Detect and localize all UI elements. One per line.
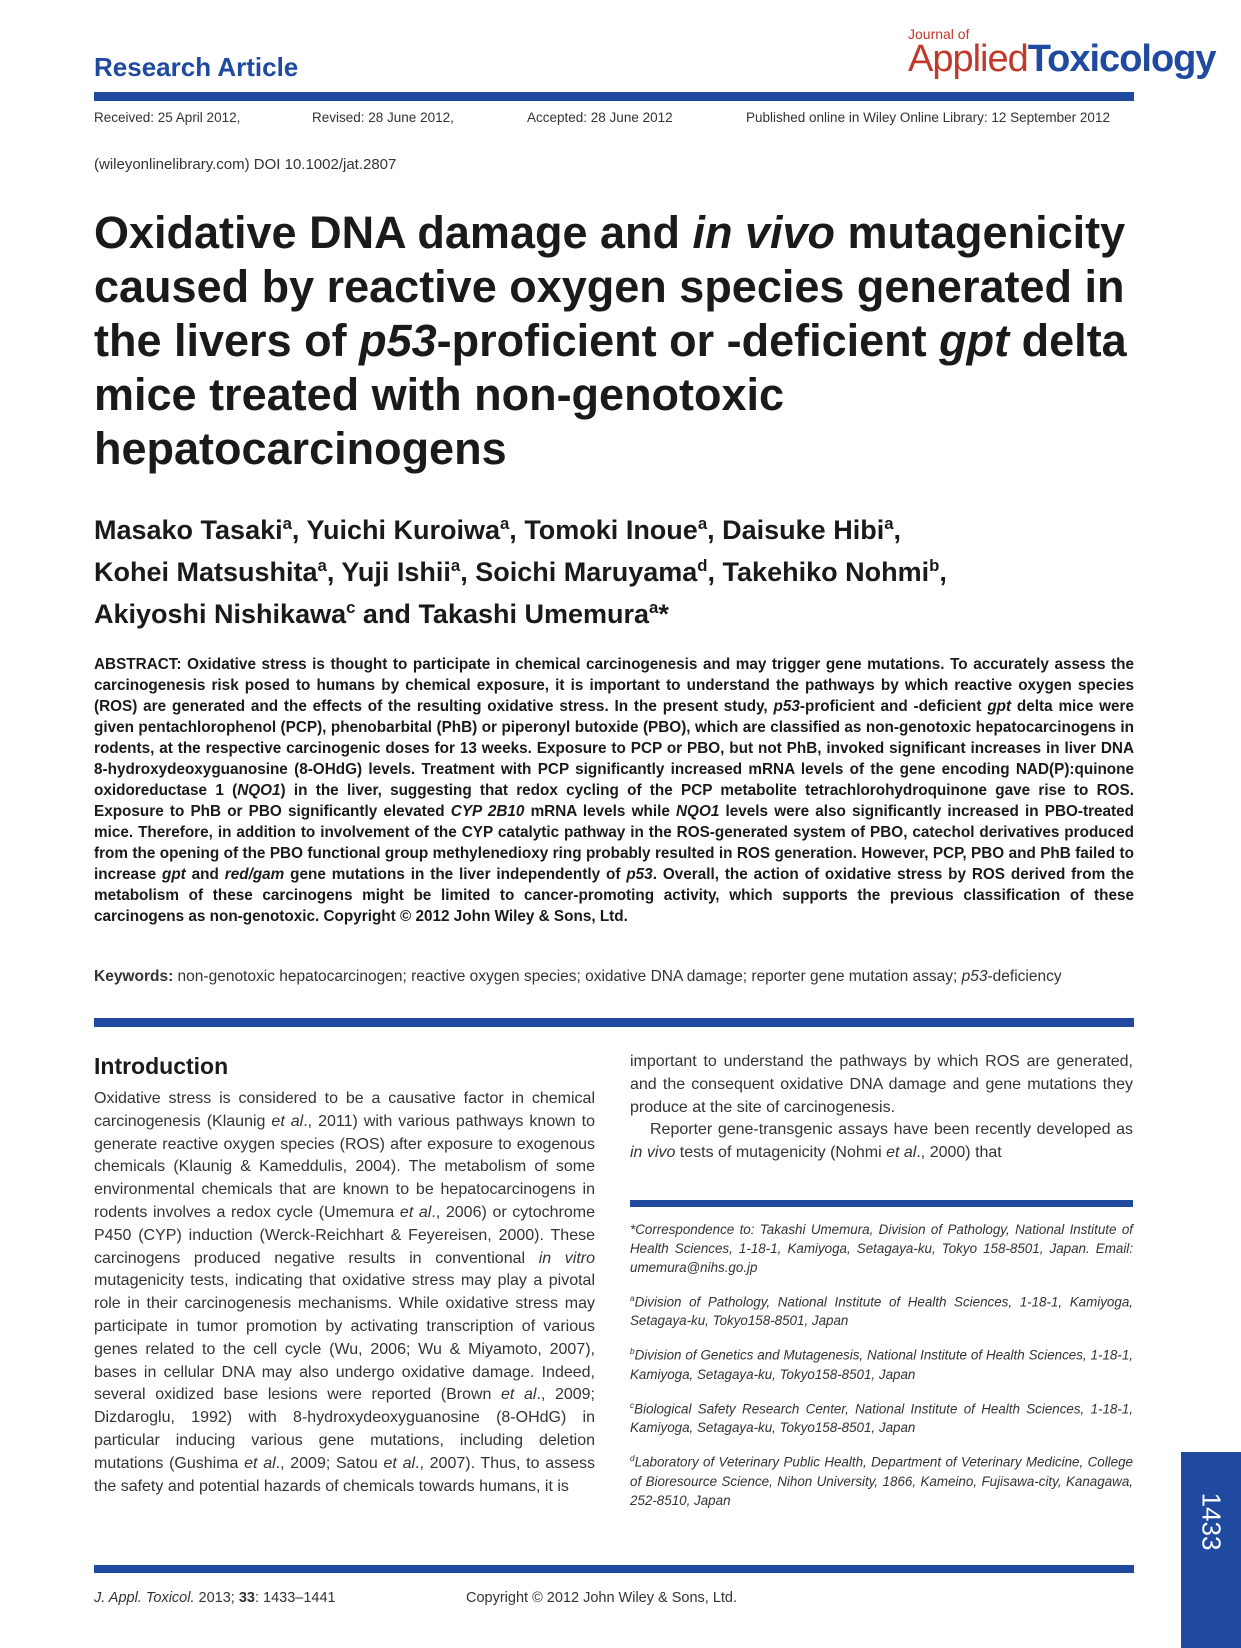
footnotes <box>630 1220 1133 1522</box>
journal-logo <box>908 40 1216 78</box>
author-name: Yuji Ishii <box>341 557 451 587</box>
page-number: 1433 <box>1196 1492 1227 1551</box>
affiliation-mark: c <box>630 1399 635 1410</box>
logo-part-applied: Applied <box>908 38 1028 80</box>
received-date: Received: 25 April 2012, <box>94 110 241 125</box>
author-name: Tomoki Inoue <box>524 515 698 545</box>
footer-copyright: Copyright © 2012 John Wiley & Sons, Ltd. <box>466 1590 738 1606</box>
correspondence-note: *Correspondence to: Takashi Umemura, Division of Pathology, National Institute of Health Sciences, 1-18-1, Kamiyoga, Setagaya-ku, Tokyo 158-8501, Japan. Email: umemura@nihs.go.jp <box>630 1222 1133 1275</box>
author-name: Kohei Matsushita <box>94 557 318 587</box>
affiliation-text: Division of Pathology, National Institute of Health Sciences, 1-18-1, Kamiyoga, Setagaya-ku, Tokyo158-8501, Japan <box>630 1294 1133 1329</box>
revised-date: Revised: 28 June 2012, <box>312 110 454 125</box>
affiliation-mark: d <box>630 1453 635 1464</box>
footnote-divider <box>630 1200 1133 1207</box>
author-name: Yuichi Kuroiwa <box>306 515 500 545</box>
author-list <box>94 506 1134 632</box>
author-affiliation-mark: a <box>317 556 327 575</box>
author-name: Takehiko Nohmi <box>722 557 930 587</box>
abstract-divider <box>94 1018 1134 1027</box>
section-heading-introduction: Introduction <box>94 1053 229 1079</box>
author-separator: , <box>707 515 723 545</box>
abstract: ABSTRACT: Oxidative stress is thought to participate in chemical carcinogenesis and may trigger gene mutations. To accurately assess the carcinogenesis risk posed to humans by chemical exposure, it is important to understand the pathways by which reactive oxygen species (ROS) are generated and the effects of the resulting oxidative stress. In the present study, p53-proficient and -deficient gpt delta mice were given pentachlorophenol (PCP), phenobarbital (PhB) or piperonyl butoxide (PBO), which are classified as non-genotoxic hepatocarcinogens in rodents, at the respective carcinogenic doses for 13 weeks. Exposure to PCP or PBO, but not PhB, invoked significant increases in liver DNA 8-hydroxydeoxyguanosine (8-OHdG) levels. Treatment with PCP significantly increased mRNA levels of the gene encoding NAD(P):quinone oxidoreductase 1 (NQO1) in the liver, suggesting that redox cycling of the PCP metabolite tetrachlorohydroquinone gave rise to ROS. Exposure to PhB or PBO significantly elevated CYP 2B10 mRNA levels while NQO1 levels were also significantly increased in PBO-treated mice. Therefore, in addition to involvement of the CYP catalytic pathway in the ROS-generated system of PBO, catechol derivatives produced from the opening of the PBO functional group methylenedioxy ring probably resulted in ROS generation. However, PCP, PBO and PhB failed to increase gpt and red/gam gene mutations in the liver independently of p53. Overall, the action of oxidative stress by ROS derived from the metabolism of these carcinogens might be limited to cancer-promoting activity, which supports the previous classification of these carcinogens as non-genotoxic. Copyright © 2012 John Wiley & Sons, Ltd. <box>94 656 1135 925</box>
article-title: Oxidative DNA damage and in vivo mutagenicity caused by reactive oxygen species generated in the livers of p53-proficient or -deficient gpt delta mice treated with non-genotoxic hepatocarcinogens <box>94 207 1127 474</box>
author-name: Akiyoshi Nishikawa <box>94 599 347 629</box>
author-separator: , <box>291 515 307 545</box>
author-affiliation-mark: a <box>499 514 510 533</box>
author-affiliation-mark: a <box>649 598 659 617</box>
author-separator: , <box>326 557 342 587</box>
author-affiliation-mark: a <box>697 514 708 533</box>
intro-paragraph-reporter: Reporter gene-transgenic assays have been recently developed as in vivo tests of mutagenicity (Nohmi et al., 2000) that <box>630 1121 1133 1162</box>
author-affiliation-mark: b <box>929 556 940 575</box>
affiliation-text: Biological Safety Research Center, National Institute of Health Sciences, 1-18-1, Kamiyoga, Setagaya-ku, Tokyo158-8501, Japan <box>630 1401 1133 1436</box>
logo-part-toxicology: Toxicology <box>1027 38 1216 80</box>
doi: (wileyonlinelibrary.com) DOI 10.1002/jat.2807 <box>94 156 397 173</box>
affiliation-note <box>630 1342 1133 1383</box>
page-number-tab <box>1181 1452 1241 1648</box>
affiliation-note <box>630 1289 1133 1330</box>
affiliation-text: Laboratory of Veterinary Public Health, Department of Veterinary Medicine, College of Bioresource Science, Nihon University, 1866, Kameino, Fujisawa-city, Kanagawa, 252-8510, Japan <box>630 1454 1133 1508</box>
author-name: Daisuke Hibi <box>722 515 885 545</box>
accepted-date: Accepted: 28 June 2012 <box>527 110 673 125</box>
intro-column-1: Oxidative stress is considered to be a causative factor in chemical carcinogenesis (Klaunig et al., 2011) with various pathways known to generate reactive oxygen species (ROS) after exposure to exogenous chemicals (Klaunig & Kameddulis, 2004). The metabolism of some environmental chemicals that are known to be hepatocarcinogens in rodents involves a redox cycle (Umemura et al., 2006) or cytochrome P450 (CYP) induction (Werck-Reichhart & Feyereisen, 2000). These carcinogens produced negative results in conventional in vitro mutagenicity tests, indicating that oxidative stress may play a pivotal role in their carcinogenesis mechanisms. While oxidative stress may participate in tumor promotion by activating transcription of various genes related to the cell cycle (Wu, 2006; Wu & Miyamoto, 2007), bases in cellular DNA may also undergo oxidative damage. Indeed, several oxidized base lesions were reported (Brown et al., 2009; Dizdaroglu, 1992) with 8-hydroxydeoxyguanosine (8-OHdG) in particular inducing various gene mutations, including deletion mutations (Gushima et al., 2009; Satou et al., 2007). Thus, to assess the safety and potential hazards of chemicals towards humans, it is <box>94 1090 596 1495</box>
intro-column-2 <box>630 1051 1133 1165</box>
journal-citation: J. Appl. Toxicol. 2013; 33: 1433–1441 <box>94 1590 336 1606</box>
author-separator: , <box>939 557 947 587</box>
author-affiliation-mark: a <box>450 556 461 575</box>
section-label: Research Article <box>94 52 299 82</box>
header-divider <box>94 92 1134 101</box>
published-date: Published online in Wiley Online Library: 12 September 2012 <box>746 110 1110 125</box>
intro-paragraph-continued: important to understand the pathways by which ROS are generated, and the consequent oxidative DNA damage and gene mutations they produce at the site of carcinogenesis. <box>630 1053 1133 1116</box>
affiliation-note <box>630 1449 1133 1509</box>
affiliation-list <box>630 1289 1133 1510</box>
footer-divider <box>94 1565 1134 1573</box>
author-affiliation-mark: c <box>346 598 356 617</box>
author-affiliation-mark: a <box>282 514 292 533</box>
author-separator: and <box>355 599 419 629</box>
author-separator: , <box>460 557 476 587</box>
keywords: Keywords: non-genotoxic hepatocarcinogen; reactive oxygen species; oxidative DNA damage; reporter gene mutation assay; p53-deficiency <box>94 968 1062 985</box>
affiliation-text: Division of Genetics and Mutagenesis, National Institute of Health Sciences, 1-18-1, Kamiyoga, Setagaya-ku, Tokyo158-8501, Japan <box>630 1347 1133 1382</box>
affiliation-note <box>630 1396 1133 1437</box>
author-name: Soichi Maruyama <box>475 557 698 587</box>
author-name: Takashi Umemura <box>418 599 650 629</box>
affiliation-mark: b <box>630 1346 635 1357</box>
author-separator: , <box>707 557 723 587</box>
affiliation-mark: a <box>630 1293 635 1303</box>
author-affiliation-mark: a <box>884 514 894 533</box>
author-separator: * <box>658 599 669 629</box>
author-affiliation-mark: d <box>697 556 708 575</box>
author-separator: , <box>509 515 525 545</box>
author-name: Masako Tasaki <box>94 515 283 545</box>
journal-small-label: Journal of <box>908 26 970 42</box>
author-separator: , <box>893 515 902 545</box>
